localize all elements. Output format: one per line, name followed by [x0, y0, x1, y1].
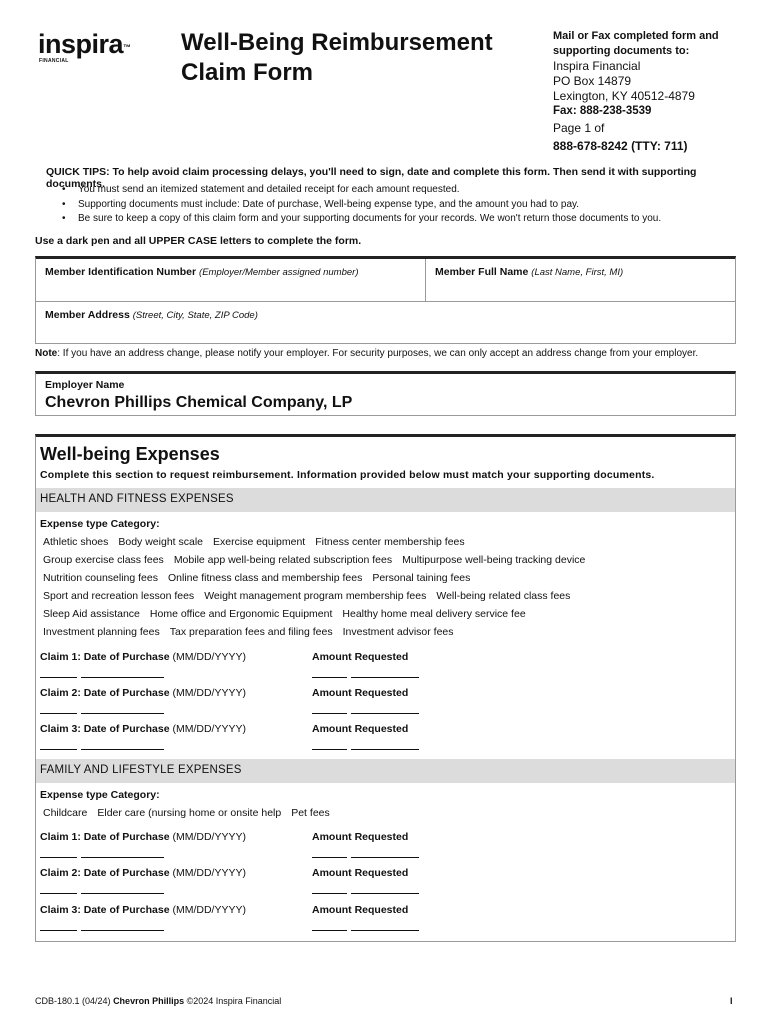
- form-code: CDB-180.1 (04/24): [35, 996, 111, 1006]
- mail-org: Inspira Financial: [553, 59, 641, 73]
- health-claim-1-date: [40, 651, 246, 663]
- member-id-hint: (Employer/Member assigned number): [199, 267, 359, 278]
- date-input-line[interactable]: [81, 930, 164, 931]
- health-category-row: [43, 608, 536, 620]
- amount-input-line[interactable]: [351, 677, 419, 678]
- category-item: Fitness center membership fees: [315, 536, 465, 548]
- claim-format: (MM/DD/YYYY): [172, 831, 246, 843]
- health-category-row: [43, 590, 580, 602]
- member-info-box: [35, 256, 736, 344]
- address-note: [35, 348, 735, 359]
- date-input-line[interactable]: [40, 893, 77, 894]
- member-address-hint: (Street, City, State, ZIP Code): [132, 310, 258, 321]
- family-claim-3-amount: Amount Requested: [312, 904, 409, 916]
- employer-name-field[interactable]: Chevron Phillips Chemical Company, LP: [45, 394, 353, 411]
- health-band-label: HEALTH AND FITNESS EXPENSES: [40, 493, 234, 505]
- employer-box: [35, 371, 736, 416]
- member-id-label: Member Identification Number: [45, 266, 197, 278]
- form-title: [181, 28, 531, 88]
- family-claim-3-date: [40, 904, 246, 916]
- category-item: Childcare: [43, 807, 88, 819]
- category-item: Online fitness class and membership fees: [167, 572, 363, 584]
- claim-format: (MM/DD/YYYY): [172, 651, 246, 663]
- mailing-info: [553, 29, 763, 154]
- title-line-1: Well-Being Reimbursement: [181, 29, 493, 56]
- health-category-row: [43, 554, 595, 566]
- member-divider: [425, 259, 426, 302]
- category-item: Elder care (nursing home or onsite help: [97, 807, 282, 819]
- category-item: Investment advisor fees: [342, 626, 454, 638]
- inspira-logo: [38, 30, 133, 64]
- claim-label: Claim 1: Date of Purchase: [40, 651, 170, 663]
- category-item: Exercise equipment: [213, 536, 306, 548]
- section-subtitle: Complete this section to request reimbursement. Information provided below must match your supporting documents.: [40, 469, 655, 481]
- date-input-line[interactable]: [81, 713, 164, 714]
- footer: [35, 996, 281, 1006]
- mail-city: Lexington, KY 40512-4879: [553, 89, 695, 103]
- category-item: Group exercise class fees: [43, 554, 164, 566]
- member-name-label: Member Full Name: [435, 266, 529, 278]
- mail-instructions-1: Mail or Fax completed form and: [553, 30, 719, 42]
- amount-input-line[interactable]: [351, 930, 419, 931]
- date-input-line[interactable]: [81, 857, 164, 858]
- family-category-label: Expense type Category:: [40, 789, 160, 801]
- category-item: Nutrition counseling fees: [43, 572, 158, 584]
- category-item: Healthy home meal delivery service fee: [342, 608, 526, 620]
- category-item: Investment planning fees: [43, 626, 160, 638]
- date-input-line[interactable]: [81, 893, 164, 894]
- amount-input-line[interactable]: [312, 749, 347, 750]
- member-id-field[interactable]: [45, 266, 358, 278]
- date-input-line[interactable]: [40, 930, 77, 931]
- family-claim-1-date: [40, 831, 246, 843]
- member-address-label: Member Address: [45, 309, 130, 321]
- date-input-line[interactable]: [40, 677, 77, 678]
- category-item: Home office and Ergonomic Equipment: [149, 608, 333, 620]
- employer-label: Employer Name: [45, 379, 125, 391]
- health-claim-1-amount: Amount Requested: [312, 651, 409, 663]
- page-indicator: Page 1 of: [553, 121, 605, 135]
- amount-input-line[interactable]: [312, 713, 347, 714]
- category-item: Tax preparation fees and filing fees: [169, 626, 333, 638]
- health-category-row: [43, 572, 480, 584]
- category-item: Sleep Aid assistance: [43, 608, 140, 620]
- claim-format: (MM/DD/YYYY): [172, 723, 246, 735]
- claim-format: (MM/DD/YYYY): [172, 904, 246, 916]
- note-text: : If you have an address change, please notify your employer. For security purposes, we can only accept an address change from your employer.: [57, 348, 699, 359]
- health-claim-3-amount: Amount Requested: [312, 723, 409, 735]
- health-category-row: [43, 626, 464, 638]
- category-item: Athletic shoes: [43, 536, 109, 548]
- note-prefix: Note: [35, 348, 58, 359]
- claim-label: Claim 3: Date of Purchase: [40, 904, 170, 916]
- date-input-line[interactable]: [40, 857, 77, 858]
- claim-label: Claim 2: Date of Purchase: [40, 867, 170, 879]
- category-item: Pet fees: [291, 807, 330, 819]
- quick-tips: QUICK TIPS: To help avoid claim processing delays, you'll need to sign, date and complete this form. Then send it with supporting documents.: [46, 166, 697, 190]
- category-item: Body weight scale: [118, 536, 204, 548]
- mail-instructions-2: supporting documents to:: [553, 45, 690, 57]
- category-item: Multipurpose well-being tracking device: [402, 554, 586, 566]
- mail-fax: Fax: 888-238-3539: [553, 105, 652, 117]
- member-name-field[interactable]: [435, 266, 623, 278]
- member-name-hint: (Last Name, First, MI): [531, 267, 624, 278]
- category-item: Mobile app well-being related subscription fees: [173, 554, 393, 566]
- date-input-line[interactable]: [81, 677, 164, 678]
- health-category-label: Expense type Category:: [40, 518, 160, 530]
- category-item: Weight management program membership fees: [204, 590, 427, 602]
- amount-input-line[interactable]: [351, 857, 419, 858]
- amount-input-line[interactable]: [351, 713, 419, 714]
- family-claim-2-amount: Amount Requested: [312, 867, 409, 879]
- tips-list: [62, 183, 762, 227]
- health-claim-3-date: [40, 723, 246, 735]
- footer-brand: Chevron Phillips: [113, 996, 185, 1006]
- family-claim-2-date: [40, 867, 246, 879]
- footer-page-mark: I: [730, 996, 733, 1006]
- amount-input-line[interactable]: [312, 930, 347, 931]
- claim-format: (MM/DD/YYYY): [172, 867, 246, 879]
- amount-input-line[interactable]: [312, 677, 347, 678]
- tip-item: • Be sure to keep a copy of this claim form and your supporting documents for your records. We won't return those documents to you.: [62, 212, 762, 227]
- claim-format: (MM/DD/YYYY): [172, 687, 246, 699]
- logo-tm: ™: [123, 43, 131, 52]
- tip-item: • You must send an itemized statement and detailed receipt for each amount requested.: [62, 183, 762, 198]
- amount-input-line[interactable]: [312, 893, 347, 894]
- mail-po-box: PO Box 14879: [553, 74, 632, 88]
- footer-copyright: ©2024 Inspira Financial: [186, 996, 282, 1006]
- claim-label: Claim 2: Date of Purchase: [40, 687, 170, 699]
- member-address-field[interactable]: [45, 309, 258, 321]
- amount-input-line[interactable]: [351, 893, 419, 894]
- logo-word: inspira: [38, 29, 124, 59]
- family-band-label: FAMILY AND LIFESTYLE EXPENSES: [40, 764, 242, 776]
- category-item: Personal taining fees: [372, 572, 471, 584]
- claim-label: Claim 1: Date of Purchase: [40, 831, 170, 843]
- date-input-line[interactable]: [81, 749, 164, 750]
- health-band: [36, 488, 735, 512]
- phone-number: 888-678-8242 (TTY: 711): [553, 139, 688, 153]
- health-claim-2-date: [40, 687, 246, 699]
- date-input-line[interactable]: [40, 749, 77, 750]
- family-category-row: [43, 807, 340, 819]
- category-item: Sport and recreation lesson fees: [43, 590, 195, 602]
- amount-input-line[interactable]: [312, 857, 347, 858]
- health-category-row: [43, 536, 475, 548]
- family-band: [36, 759, 735, 783]
- wellbeing-section: [35, 434, 736, 942]
- title-line-2: Claim Form: [181, 59, 314, 86]
- family-claim-1-amount: Amount Requested: [312, 831, 409, 843]
- pen-instruction: Use a dark pen and all UPPER CASE letters to complete the form.: [35, 235, 362, 247]
- claim-label: Claim 3: Date of Purchase: [40, 723, 170, 735]
- health-claim-2-amount: Amount Requested: [312, 687, 409, 699]
- logo-subtext: FINANCIAL: [39, 58, 69, 64]
- section-title: Well-being Expenses: [40, 444, 220, 464]
- tip-item: • Supporting documents must include: Date of purchase, Well-being expense type, and the amount you had to pay.: [62, 198, 762, 213]
- date-input-line[interactable]: [40, 713, 77, 714]
- amount-input-line[interactable]: [351, 749, 419, 750]
- category-item: Well-being related class fees: [436, 590, 571, 602]
